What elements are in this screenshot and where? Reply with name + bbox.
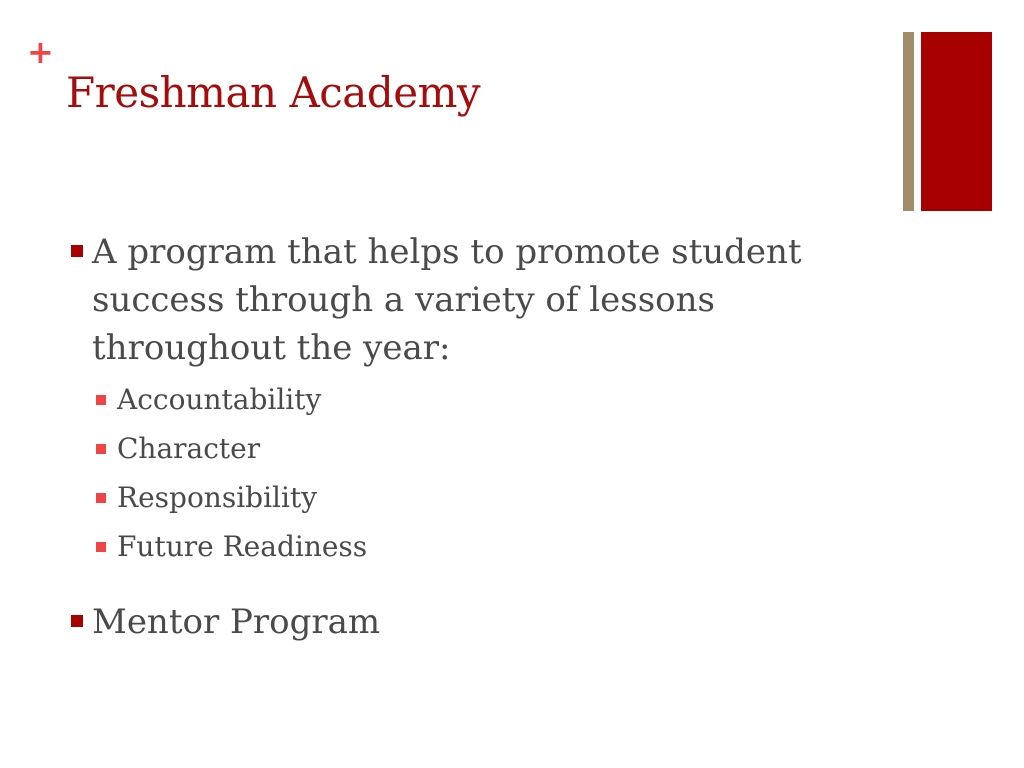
sub-bullet-future-readiness <box>94 529 794 565</box>
bullet-item-program <box>68 228 868 372</box>
sub-bullet-text: Character <box>117 432 261 465</box>
square-bullet-icon <box>96 395 106 405</box>
square-bullet-icon <box>71 245 83 257</box>
square-bullet-icon <box>96 444 106 454</box>
sub-bullet-responsibility <box>94 480 794 516</box>
bullet-item-mentor <box>68 598 868 646</box>
bullet-text: Mentor Program <box>92 602 381 642</box>
sub-bullet-text: Future Readiness <box>117 530 368 563</box>
square-bullet-icon <box>96 493 106 503</box>
plus-icon: + <box>27 33 54 71</box>
sub-bullet-text: Responsibility <box>117 481 318 514</box>
sub-bullet-accountability <box>94 382 794 418</box>
square-bullet-icon <box>96 542 106 552</box>
bullet-text: A program that helps to promote student success through a variety of lessons throughout the year: <box>92 232 802 368</box>
sub-bullet-character <box>94 431 794 467</box>
square-bullet-icon <box>71 615 83 627</box>
slide-title: Freshman Academy <box>66 68 481 117</box>
sub-bullet-text: Accountability <box>117 383 322 416</box>
